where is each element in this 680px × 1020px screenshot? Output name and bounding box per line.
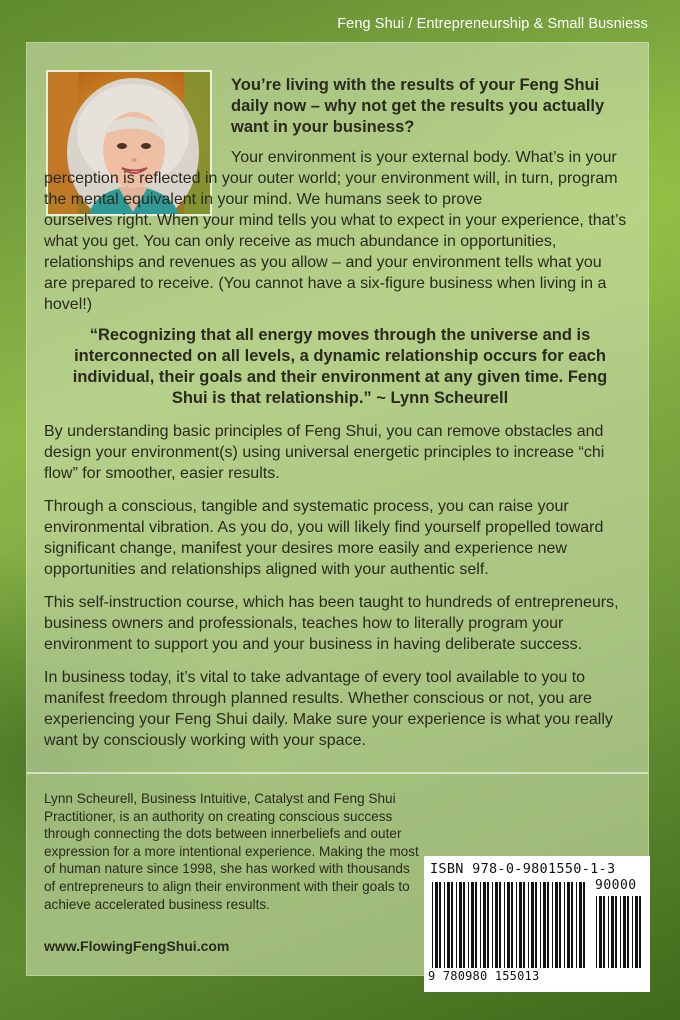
barcode-bar bbox=[499, 882, 501, 968]
website-url: www.FlowingFengShui.com bbox=[44, 938, 230, 954]
barcode-bar bbox=[531, 882, 534, 968]
barcode-bar bbox=[632, 896, 633, 968]
barcode-bar bbox=[608, 896, 609, 968]
author-bio: Lynn Scheurell, Business Intuitive, Catalyst and Feng Shui Practitioner, is an authority on creating conscious success through connecting the dots between innerbeliefs and outer expression for a more intentional experience. Making the most of human nature since 1998, she has worked with thousands of entrepreneurs to align their environment with their goals to achieve accelerated business results. bbox=[44, 791, 419, 912]
barcode-bar bbox=[547, 882, 549, 968]
barcode-bar bbox=[599, 896, 602, 968]
barcode-bar bbox=[540, 882, 541, 968]
lead-question: You’re living with the results of your Feng Shui daily now – why not get the results you actually want in your business? bbox=[231, 76, 605, 136]
price-code: 90000 bbox=[595, 878, 637, 893]
intro-paragraph-part-a: Your environment is your external body. What’s in your perception is reflected in your outer world; your environment will, in turn, program the mental equivalent in your mind. We humans seek to prove bbox=[44, 149, 618, 208]
book-category: Feng Shui / Entrepreneurship & Small Busniess bbox=[337, 16, 648, 32]
paragraph-process: Through a conscious, tangible and systematic process, you can raise your environmental vibration. As you do, you will likely find yourself propelled toward significant change, manifest your desires more easily and experience new opportunities and relationships aligned with your authentic self. bbox=[44, 498, 604, 578]
barcode-bar bbox=[635, 896, 638, 968]
barcode-bar bbox=[627, 896, 629, 968]
barcode-bar bbox=[456, 882, 457, 968]
barcode-bar bbox=[579, 882, 582, 968]
isbn-number: ISBN 978-0-9801550-1-3 bbox=[430, 861, 616, 877]
barcode-bar bbox=[559, 882, 561, 968]
barcode-bar bbox=[492, 882, 493, 968]
barcode-bar bbox=[623, 896, 626, 968]
barcode-bar bbox=[535, 882, 537, 968]
barcode-bar bbox=[463, 882, 465, 968]
barcode-bar bbox=[523, 882, 525, 968]
paragraph-principles: By understanding basic principles of Feng Shui, you can remove obstacles and design your environment(s) using universal energetic principles to increase “chi flow” for smoother, easier results. bbox=[44, 423, 605, 482]
barcode-bar bbox=[564, 882, 565, 968]
barcode-bar bbox=[459, 882, 462, 968]
author-quote: “Recognizing that all energy moves through the universe and is interconnected on all levels, a dynamic relationship occurs for each individual, their goals and their environment at any given time. Feng Shui is that relationship.” ~ Lynn Scheurell bbox=[72, 326, 608, 407]
barcode-bar bbox=[615, 896, 617, 968]
barcode-bar bbox=[519, 882, 522, 968]
barcode-bar bbox=[555, 882, 558, 968]
barcode-bar bbox=[468, 882, 469, 968]
barcode-bar bbox=[603, 896, 605, 968]
barcode-digits: 9 780980 155013 bbox=[428, 969, 540, 983]
barcode-bar bbox=[447, 882, 450, 968]
barcode-bar bbox=[639, 896, 641, 968]
barcode-bar bbox=[495, 882, 498, 968]
barcode-bar bbox=[435, 882, 438, 968]
barcode-bar bbox=[571, 882, 573, 968]
barcode-bar bbox=[471, 882, 474, 968]
barcode-bar bbox=[596, 896, 597, 968]
barcode-bar bbox=[504, 882, 505, 968]
barcode-bar bbox=[439, 882, 441, 968]
barcode-bar bbox=[511, 882, 513, 968]
barcode-bar bbox=[516, 882, 517, 968]
barcode-bar bbox=[480, 882, 481, 968]
barcode-bar bbox=[620, 896, 621, 968]
barcode-bar bbox=[528, 882, 529, 968]
barcode-bar bbox=[507, 882, 510, 968]
barcode-bar bbox=[567, 882, 570, 968]
barcode-bar bbox=[611, 896, 614, 968]
paragraph-business: In business today, it’s vital to take advantage of every tool available to you to manifest freedom through planned results. Whether conscious or not, you are experiencing your Feng Shui daily. Make sure your experience is what you really want by consciously working with your space. bbox=[44, 669, 613, 749]
intro-paragraph bbox=[44, 147, 629, 315]
intro-paragraph-part-b: ourselves right. When your mind tells you what to expect in your experience, that’s what you get. You can only receive as much abundance in opportunities, relationships and revenues as you allow – and your environment tells what you are prepared to receive. (You cannot have a six-figure business when living in a hovel!) bbox=[44, 212, 627, 313]
barcode-bar bbox=[543, 882, 546, 968]
barcode-bar bbox=[483, 882, 486, 968]
barcode-bar bbox=[552, 882, 553, 968]
barcode-bar bbox=[487, 882, 489, 968]
barcode-bar bbox=[444, 882, 445, 968]
isbn-barcode bbox=[424, 856, 650, 992]
barcode-bar bbox=[583, 882, 585, 968]
barcode-bar bbox=[576, 882, 577, 968]
barcode-bar bbox=[451, 882, 453, 968]
barcode-bar bbox=[432, 882, 433, 968]
paragraph-course: This self-instruction course, which has been taught to hundreds of entrepreneurs, business owners and professionals, teaches how to literally program your environment to support you and your business in having deliberate success. bbox=[44, 594, 619, 653]
barcode-bar bbox=[475, 882, 477, 968]
